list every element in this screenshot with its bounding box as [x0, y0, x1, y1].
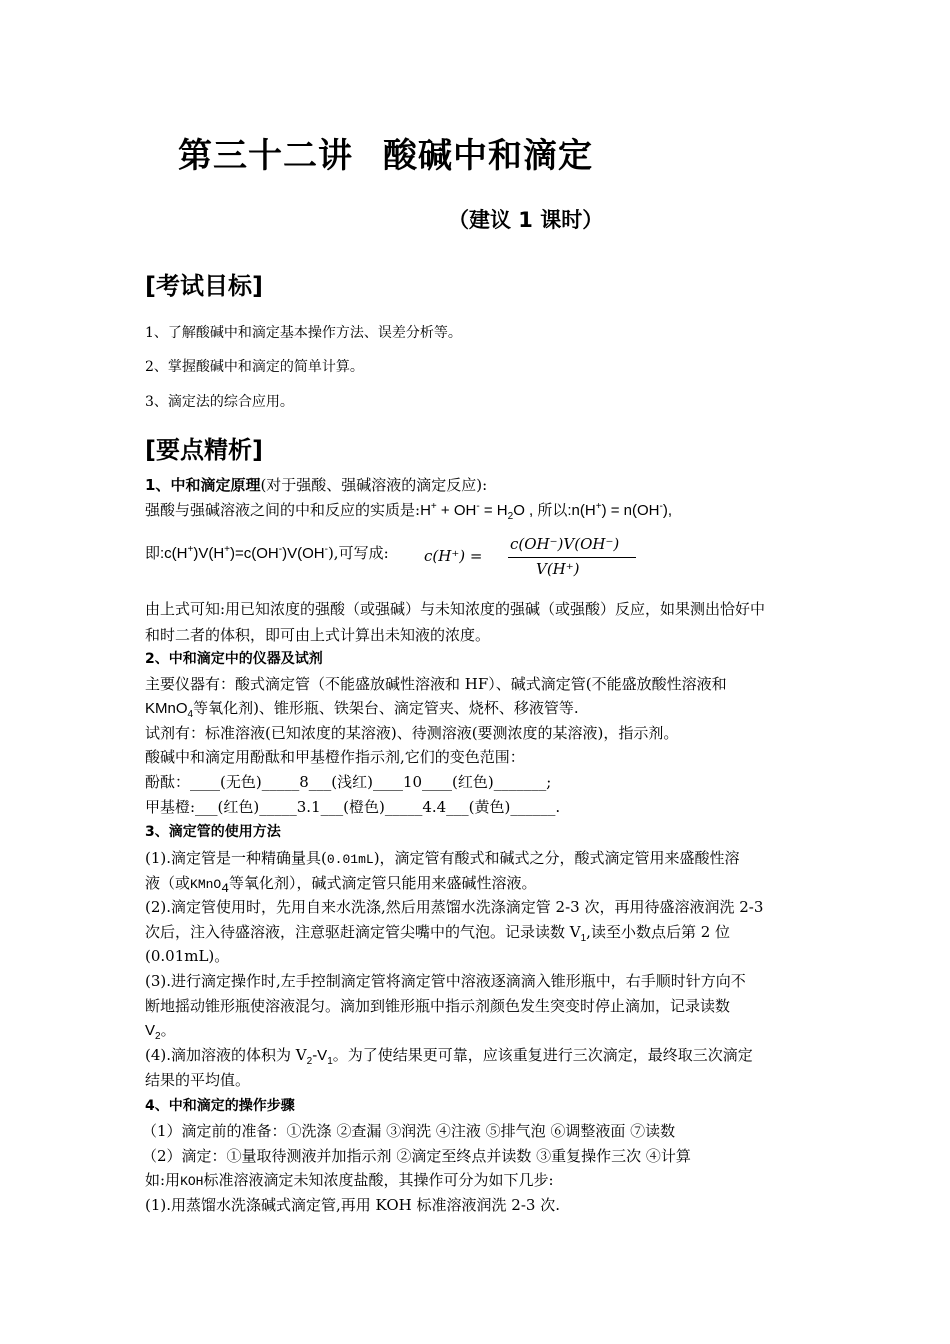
paragraph-line: （2）滴定：①量取待测液并加指示剂 ②滴定至终点并读数 ③重复操作三次 ④计算	[142, 1147, 691, 1165]
paragraph-line: (3).进行滴定操作时,左手控制滴定管将滴定管中溶液逐滴滴入锥形瓶中，右手顺时针方向不	[145, 972, 746, 990]
paragraph-line: (1).用蒸馏水洗涤碱式滴定管,再用 KOH 标准溶液润洗 2-3 次.	[145, 1196, 560, 1214]
paragraph-line: 断地摇动锥形瓶使溶液混匀。滴加到锥形瓶中指示剂颜色发生突变时停止滴加，记录读数	[145, 997, 731, 1015]
formula-lhs: c(H⁺) =	[424, 547, 483, 565]
exam-goal-item: 1、了解酸碱中和滴定基本操作方法、误差分析等。	[145, 325, 462, 341]
concentration-relation: 即:c(H+)V(H+)=c(OH-)V(OH-),可写成:	[145, 544, 389, 562]
fraction-bar	[508, 557, 636, 558]
paragraph-line: 次后，注入待盛溶液，注意驱赶滴定管尖嘴中的气泡。记录读数 $V_1$,读至小数点后第 2 位	[145, 923, 731, 944]
section-heading-exam-goals: [考试目标]	[145, 272, 263, 300]
page-title	[178, 128, 593, 177]
paragraph-line: KMnO$_4$等氧化剂)、锥形瓶、铁架台、滴定管夹、烧杯、移液管等.	[145, 699, 579, 720]
formula-denominator: V(H⁺)	[536, 560, 580, 578]
point-4-heading: 4、中和滴定的操作步骤	[145, 1098, 295, 1114]
paragraph-line: 主要仪器有：酸式滴定管（不能盛放碱性溶液和 HF）、碱式滴定管(不能盛放酸性溶液和	[145, 675, 727, 693]
methyl-orange-range: 甲基橙:___(红色)_____3.1___(橙色)_____4.4___(黄色)______.	[145, 798, 561, 816]
paragraph-line: 和时二者的体积，即可由上式计算出未知液的浓度。	[145, 626, 491, 644]
paragraph-line: 试剂有：标准溶液(已知浓度的某溶液)、待测溶液(要测浓度的某溶液)，指示剂。	[145, 724, 679, 742]
suggested-hours: （建议 1 课时）	[448, 208, 604, 232]
paragraph-line: (1).滴定管是一种精确量具(0.01mL)，滴定管有酸式和碱式之分，酸式滴定管用来盛酸性溶	[145, 849, 740, 867]
exam-goal-item: 2、掌握酸碱中和滴定的简单计算。	[145, 359, 364, 375]
point-3-heading: 3、滴定管的使用方法	[145, 824, 281, 840]
exam-goal-item: 3、滴定法的综合应用。	[145, 394, 294, 410]
paragraph-line: 液（或KMnO$_4$等氧化剂），碱式滴定管只能用来盛碱性溶液。	[145, 874, 537, 896]
paragraph-line: (4).滴加溶液的体积为 $V_2-V_1$。为了使结果更可靠，应该重复进行三次滴定，最终取三次滴定	[145, 1046, 753, 1067]
paragraph-line: 结果的平均值。	[145, 1071, 251, 1089]
paragraph-line: (0.01mL)。	[145, 947, 230, 965]
paragraph-line: $V_2$。	[145, 1021, 176, 1042]
formula-numerator: c(OH⁻)V(OH⁻)	[510, 535, 620, 553]
phenolphthalein-range: 酚酞：____(无色)_____8___(浅红)____10____(红色)_______;	[145, 773, 552, 791]
point-2-heading: 2、中和滴定中的仪器及试剂	[145, 651, 323, 667]
paragraph-line: （1）滴定前的准备：①洗涤 ②查漏 ③润洗 ④注液 ⑤排气泡 ⑥调整液面 ⑦读数	[142, 1122, 676, 1140]
point-1-heading: 1、中和滴定原理(对于强酸、强碱溶液的滴定反应):	[145, 476, 488, 494]
section-heading-key-points: [要点精析]	[145, 436, 263, 464]
title-lecture-number: 第三十二讲	[178, 136, 353, 176]
concentration-formula	[424, 535, 639, 585]
paragraph-line: 酸碱中和滴定用酚酞和甲基橙作指示剂,它们的变色范围：	[145, 748, 525, 766]
paragraph-line: (2).滴定管使用时，先用自来水洗涤,然后用蒸馏水洗涤滴定管 2-3 次，再用待盛溶液润洗 2-3	[145, 898, 764, 916]
neutralization-essence: 强酸与强碱溶液之间的中和反应的实质是:H+ + $OH^- = H_2O$ , 所以:n(H+) = n(OH-),	[145, 501, 673, 522]
paragraph-line: 如:用KOH标准溶液滴定未知浓度盐酸，其操作可分为如下几步:	[145, 1171, 554, 1189]
title-topic: 酸碱中和滴定	[383, 136, 593, 176]
paragraph-line: 由上式可知:用已知浓度的强酸（或强碱）与未知浓度的强碱（或强酸）反应，如果测出恰好中	[145, 600, 766, 618]
